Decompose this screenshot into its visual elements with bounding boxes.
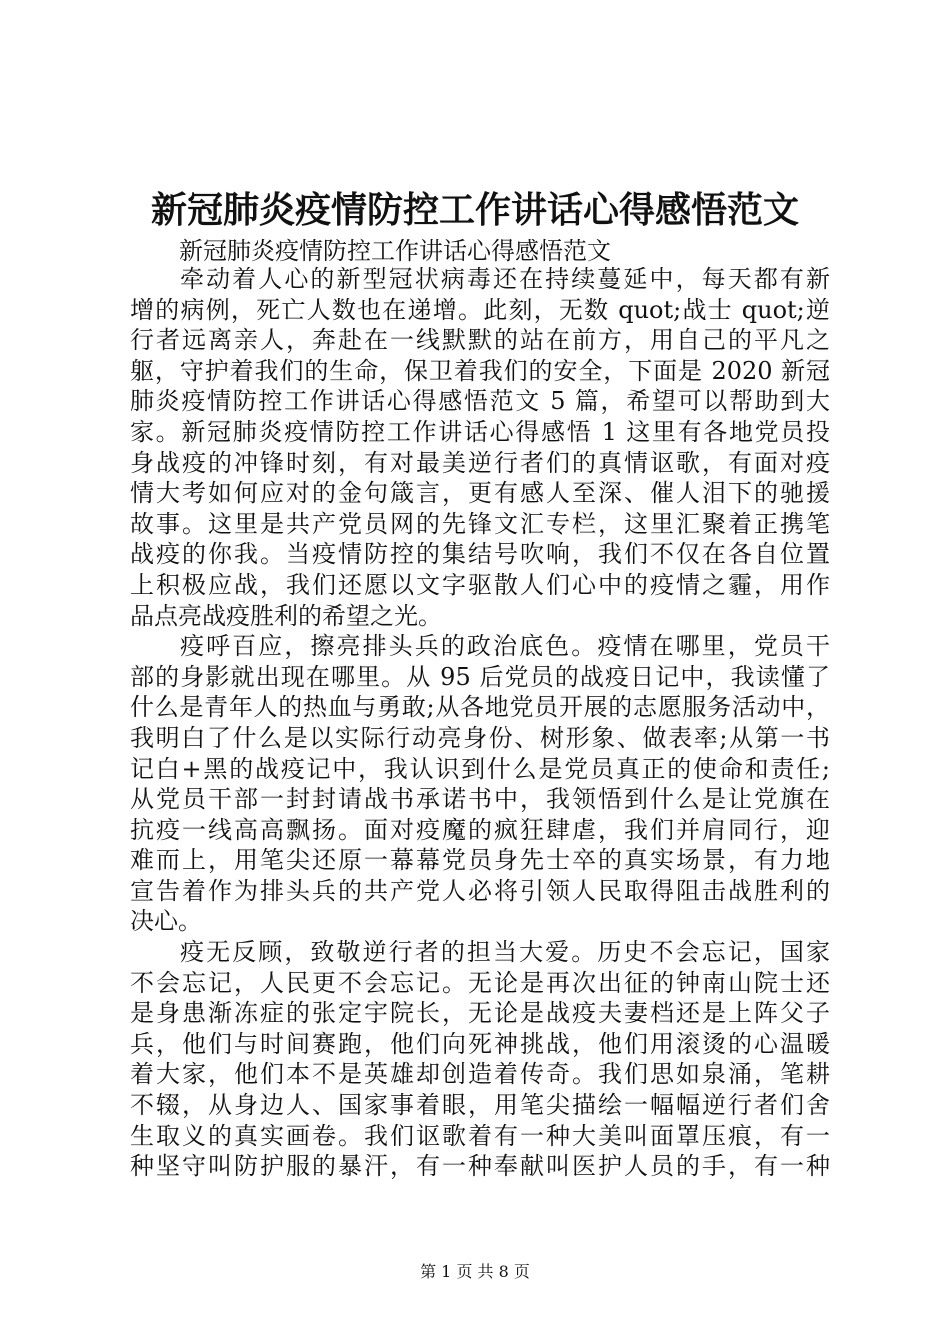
document-subtitle: 新冠肺炎疫情防控工作讲话心得感悟范文 xyxy=(179,237,611,265)
paragraph-3 xyxy=(130,937,830,1182)
text-line: 我明白了什么是以实际行动亮身份、树形象、做表率;从第一书 xyxy=(130,723,830,752)
text-line: 从党员干部一封封请战书承诺书中，我领悟到什么是让党旗在 xyxy=(130,785,830,814)
text-line: 兵，他们与时间赛跑，他们向死神挑战，他们用滚烫的心温暖 xyxy=(130,1029,830,1058)
text-line: 是身患渐冻症的张定宇院长，无论是战疫夫妻档还是上阵父子 xyxy=(130,999,830,1028)
paragraph-2 xyxy=(130,631,830,937)
text-line: 躯，守护着我们的生命，保卫着我们的安全，下面是 2020 新冠 xyxy=(130,356,830,385)
page-footer: 第 1 页 共 8 页 xyxy=(420,1262,530,1281)
text-line: 着大家，他们本不是英雄却创造着传奇。我们思如泉涌，笔耕 xyxy=(130,1060,830,1089)
text-line: 宣告着作为排头兵的共产党人必将引领人民取得阻击战胜利的 xyxy=(130,876,830,905)
text-line: 上积极应战，我们还愿以文字驱散人们心中的疫情之霾，用作 xyxy=(130,570,830,599)
text-line: 难而上，用笔尖还原一幕幕党员身先士卒的真实场景，有力地 xyxy=(130,846,830,875)
text-line: 牵动着人心的新型冠状病毒还在持续蔓延中，每天都有新 xyxy=(180,265,830,293)
text-line: 抗疫一线高高飘扬。面对疫魔的疯狂肆虐，我们并肩同行，迎 xyxy=(130,815,830,844)
text-line: 肺炎疫情防控工作讲话心得感悟范文 5 篇，希望可以帮助到大 xyxy=(130,387,830,416)
text-line: 战疫的你我。当疫情防控的集结号吹响，我们不仅在各自位置 xyxy=(130,540,830,569)
text-line: 身战疫的冲锋时刻，有对最美逆行者们的真情讴歌，有面对疫 xyxy=(130,448,830,477)
text-line: 疫呼百应，擦亮排头兵的政治底色。疫情在哪里，党员干 xyxy=(180,632,830,661)
text-line: 家。新冠肺炎疫情防控工作讲话心得感悟 1 这里有各地党员投 xyxy=(130,417,830,446)
text-line: 部的身影就出现在哪里。从 95 后党员的战疫日记中，我读懂了 xyxy=(130,662,830,691)
text-line: 记白+黑的战疫记中，我认识到什么是党员真正的使命和责任; xyxy=(130,754,830,783)
text-line: 不会忘记，人民更不会忘记。无论是再次出征的钟南山院士还 xyxy=(130,968,830,997)
text-line: 疫无反顾，致敬逆行者的担当大爱。历史不会忘记，国家 xyxy=(180,938,830,967)
text-line: 决心。 xyxy=(130,907,202,936)
text-line: 生取义的真实画卷。我们讴歌着有一种大美叫面罩压痕，有一 xyxy=(130,1121,830,1150)
document-title: 新冠肺炎疫情防控工作讲话心得感悟范文 xyxy=(150,189,799,231)
text-line: 品点亮战疫胜利的希望之光。 xyxy=(130,601,442,630)
text-line: 行者远离亲人，奔赴在一线默默的站在前方，用自己的平凡之 xyxy=(130,326,830,355)
text-line: 增的病例，死亡人数也在递增。此刻，无数 quot;战士 quot;逆 xyxy=(130,295,830,324)
text-line: 不辍，从身边人、国家事着眼，用笔尖描绘一幅幅逆行者们舍 xyxy=(130,1091,830,1120)
text-line: 情大考如何应对的金句箴言，更有感人至深、催人泪下的驰援 xyxy=(130,479,830,508)
document-body xyxy=(130,264,830,1182)
text-line: 什么是青年人的热血与勇敢;从各地党员开展的志愿服务活动中， xyxy=(130,693,830,722)
text-line: 种坚守叫防护服的暴汗，有一种奉献叫医护人员的手，有一种 xyxy=(130,1152,830,1181)
text-line: 故事。这里是共产党员网的先锋文汇专栏，这里汇聚着正携笔 xyxy=(130,509,830,538)
paragraph-1 xyxy=(130,264,830,631)
